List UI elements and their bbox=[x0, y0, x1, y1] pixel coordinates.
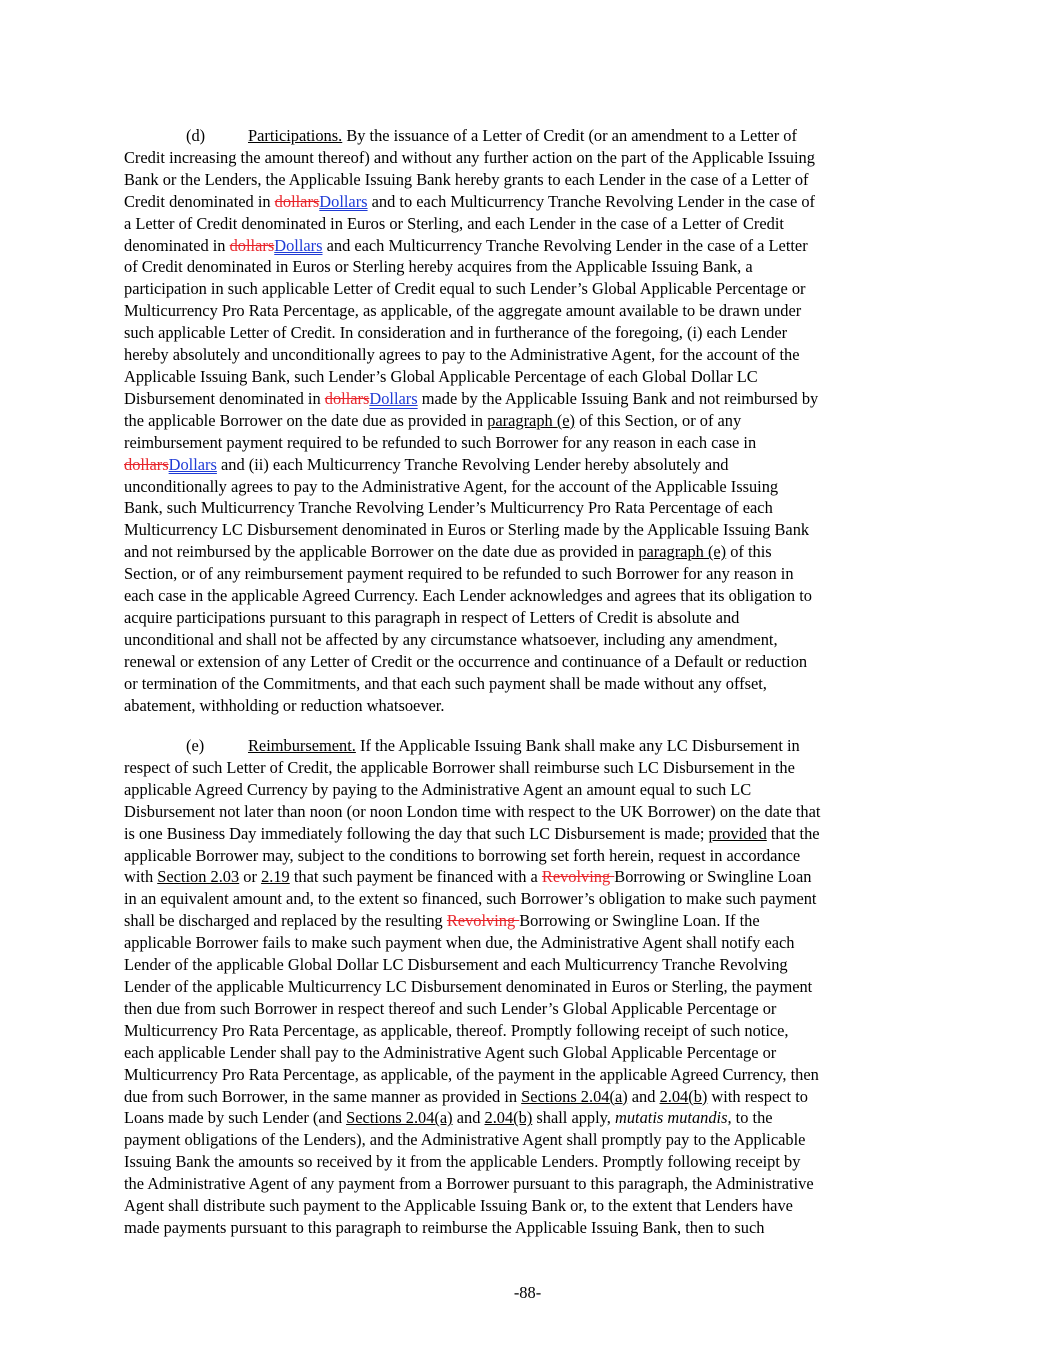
text-run: and bbox=[627, 1086, 660, 1106]
text-line bbox=[124, 998, 934, 1020]
text-run: of this Section, or of any bbox=[575, 410, 742, 430]
text-run: , to the bbox=[727, 1108, 773, 1128]
text-line bbox=[124, 278, 934, 300]
text-run: Multicurrency Pro Rata Percentage, as applicable, of the payment in the applicable Agreed Currency, then bbox=[124, 1064, 819, 1084]
paragraph-d-participations bbox=[124, 125, 934, 716]
text-run: Disbursement not later than noon (or noon London time with respect to the UK Borrower) on the date that bbox=[124, 801, 821, 821]
text-run: Credit increasing the amount thereof) and without any further action on the part of the Applicable Issuing bbox=[124, 147, 815, 167]
text-run: or termination of the Commitments, and that each such payment shall be made without any offset, bbox=[124, 673, 767, 693]
text-line bbox=[124, 256, 934, 278]
deleted-text: dollars bbox=[274, 191, 320, 211]
text-run: shall apply, bbox=[532, 1108, 615, 1128]
deleted-text: dollars bbox=[124, 454, 169, 474]
text-line bbox=[124, 322, 934, 344]
text-line bbox=[124, 519, 934, 541]
inserted-text: Dollars bbox=[274, 235, 323, 255]
text-run: of this bbox=[726, 542, 772, 562]
text-run: Borrowing or Swingline Loan. If the bbox=[519, 911, 760, 931]
text-line bbox=[124, 563, 934, 585]
text-run: is one Business Day immediately following the day that such LC Disbursement is made; bbox=[124, 823, 709, 843]
text-run: and bbox=[452, 1108, 485, 1128]
cross-reference: 2.04(b) bbox=[659, 1086, 708, 1106]
cross-reference: paragraph (e) bbox=[487, 410, 576, 430]
text-run: participation in such applicable Letter of Credit equal to such Lender’s Global Applicable Percentage or bbox=[124, 279, 806, 299]
text-run: that the bbox=[766, 823, 820, 843]
text-run: in an equivalent amount and, to the extent so financed, such Borrower’s obligation to make such payment bbox=[124, 889, 817, 909]
text-line bbox=[124, 585, 934, 607]
text-line bbox=[124, 1107, 934, 1129]
text-line bbox=[124, 823, 934, 845]
text-run: Applicable Issuing Bank, such Lender’s Global Applicable Percentage of each Global Dollar LC bbox=[124, 366, 758, 386]
text-run: Lender of the applicable Multicurrency LC Disbursement denominated in Euros or Sterling, the payment bbox=[124, 976, 813, 996]
text-line bbox=[124, 1151, 934, 1173]
text-run: Disbursement denominated in bbox=[124, 388, 325, 408]
text-run: made by the Applicable Issuing Bank and not reimbursed by bbox=[417, 388, 819, 408]
text-line bbox=[124, 866, 934, 888]
text-run: and (ii) each Multicurrency Tranche Revolving Lender hereby absolutely and bbox=[216, 454, 729, 474]
text-run: each case in the applicable Agreed Currency. Each Lender acknowledges and agrees that its obligation to bbox=[124, 586, 812, 606]
paragraph-heading: Participations. bbox=[248, 126, 343, 145]
text-run: or bbox=[239, 867, 262, 887]
text-line bbox=[124, 673, 934, 695]
text-run: respect of such Letter of Credit, the applicable Borrower shall reimburse such LC Disbursement in the bbox=[124, 757, 795, 777]
text-run: due from such Borrower, in the same manner as provided in bbox=[124, 1086, 522, 1106]
text-run: applicable Borrower may, subject to the conditions to borrowing set forth herein, request in accordance bbox=[124, 845, 801, 865]
text-line bbox=[124, 1020, 934, 1042]
text-run: with respect to bbox=[707, 1086, 808, 1106]
inserted-text: Dollars bbox=[369, 388, 418, 408]
text-run: the Administrative Agent of any payment from a Borrower pursuant to this paragraph, the Administrative bbox=[124, 1174, 814, 1194]
deleted-text: Revolving bbox=[541, 867, 615, 887]
text-run: Agent shall distribute such payment to the Applicable Issuing Bank or, to the extent that Lenders have bbox=[124, 1196, 793, 1216]
italic-text: mutatis mutandis bbox=[615, 1108, 728, 1128]
text-line bbox=[124, 607, 934, 629]
deleted-text: dollars bbox=[324, 388, 370, 408]
text-line bbox=[124, 147, 934, 169]
text-line bbox=[124, 757, 934, 779]
text-line bbox=[124, 388, 934, 410]
deleted-text: Revolving bbox=[446, 911, 520, 931]
text-run: of Credit denominated in Euros or Sterling hereby acquires from the Applicable Issuing Bank, a bbox=[124, 257, 753, 277]
text-line bbox=[124, 910, 934, 932]
text-run: with bbox=[124, 867, 158, 887]
text-run: applicable Agreed Currency by paying to the Administrative Agent an amount equal to such LC bbox=[124, 779, 752, 799]
cross-reference: 2.19 bbox=[261, 867, 290, 887]
text-run: If the Applicable Issuing Bank shall make any LC Disbursement in bbox=[355, 736, 800, 755]
text-run: and not reimbursed by the applicable Borrower on the date due as provided in bbox=[124, 542, 639, 562]
text-line bbox=[124, 191, 934, 213]
text-run: payment obligations of the Lenders), and the Administrative Agent shall promptly pay to the Applicable bbox=[124, 1130, 806, 1150]
text-run: each applicable Lender shall pay to the Administrative Agent such Global Applicable Percentage or bbox=[124, 1042, 777, 1062]
text-run: Credit denominated in bbox=[124, 191, 275, 211]
text-line bbox=[124, 888, 934, 910]
text-run: unconditionally agrees to pay to the Administrative Agent, for the account of the Applicable Issuing bbox=[124, 476, 779, 496]
text-run: then due from such Borrower in respect thereof and such Lender’s Global Applicable Percentage or bbox=[124, 998, 777, 1018]
text-line bbox=[124, 1129, 934, 1151]
cross-reference: Sections 2.04(a) bbox=[346, 1108, 453, 1128]
page-number: -88- bbox=[513, 1283, 542, 1302]
text-line bbox=[124, 1173, 934, 1195]
text-run: Multicurrency Pro Rata Percentage, as applicable, of the aggregate amount available to be drawn under bbox=[124, 301, 802, 321]
text-run: and to each Multicurrency Tranche Revolving Lender in the case of bbox=[367, 191, 815, 211]
text-run: Multicurrency Pro Rata Percentage, as applicable, thereof. Promptly following receipt of such notice, bbox=[124, 1020, 789, 1040]
text-run: Loans made by such Lender (and bbox=[124, 1108, 347, 1128]
paragraph-e-reimbursement bbox=[124, 735, 934, 1239]
text-run: By the issuance of a Letter of Credit (or an amendment to a Letter of bbox=[342, 126, 797, 145]
text-run: Issuing Bank the amounts so received by it from the applicable Lenders. Promptly following receipt by bbox=[124, 1152, 801, 1172]
text-line bbox=[124, 476, 934, 498]
text-run: a Letter of Credit denominated in Euros or Sterling, and each Lender in the case of a Letter of Credit bbox=[124, 213, 784, 233]
text-run: that such payment be financed with a bbox=[289, 867, 542, 887]
text-run: Bank, such Multicurrency Tranche Revolving Lender’s Multicurrency Pro Rata Percentage of each bbox=[124, 498, 773, 518]
text-line bbox=[124, 497, 934, 519]
text-line bbox=[124, 235, 934, 257]
text-line bbox=[124, 629, 934, 651]
inserted-text: Dollars bbox=[319, 191, 368, 211]
text-run: abatement, withholding or reduction whatsoever. bbox=[124, 695, 445, 715]
text-run: denominated in bbox=[124, 235, 230, 255]
text-line bbox=[124, 300, 934, 322]
text-line bbox=[124, 454, 934, 476]
cross-reference: provided bbox=[708, 823, 767, 843]
cross-reference: Sections 2.04(a) bbox=[521, 1086, 628, 1106]
text-line bbox=[124, 344, 934, 366]
text-line bbox=[124, 213, 934, 235]
text-run: Section, or of any reimbursement payment required to be refunded to such Borrower for any reason in bbox=[124, 564, 794, 584]
text-run: shall be discharged and replaced by the resulting bbox=[124, 911, 447, 931]
text-line bbox=[124, 695, 934, 717]
text-line bbox=[124, 432, 934, 454]
text-run: Lender of the applicable Global Dollar LC Disbursement and each Multicurrency Tranche Revolving bbox=[124, 955, 788, 975]
text-line bbox=[124, 779, 934, 801]
text-line bbox=[124, 1086, 934, 1108]
text-run: renewal or extension of any Letter of Credit or the occurrence and continuance of a Default or reduction bbox=[124, 651, 808, 671]
text-line bbox=[124, 410, 934, 432]
text-line bbox=[124, 1195, 934, 1217]
cross-reference: paragraph (e) bbox=[638, 542, 727, 562]
text-run: and each Multicurrency Tranche Revolving Lender in the case of a Letter bbox=[322, 235, 808, 255]
text-line bbox=[124, 845, 934, 867]
text-run: made payments pursuant to this paragraph to reimburse the Applicable Issuing Bank, then to such bbox=[124, 1217, 765, 1237]
text-line bbox=[124, 366, 934, 388]
text-run: applicable Borrower fails to make such payment when due, the Administrative Agent shall notify each bbox=[124, 933, 795, 953]
text-run: acquire participations pursuant to this paragraph in respect of Letters of Credit is absolute and bbox=[124, 607, 740, 627]
text-run: hereby absolutely and unconditionally agrees to pay to the Administrative Agent, for the account of the bbox=[124, 345, 800, 365]
text-run: Bank or the Lenders, the Applicable Issuing Bank hereby grants to each Lender in the case of a Letter of bbox=[124, 169, 809, 189]
cross-reference: Section 2.03 bbox=[157, 867, 240, 887]
text-line bbox=[124, 1217, 934, 1239]
text-line bbox=[124, 801, 934, 823]
text-run: the applicable Borrower on the date due as provided in bbox=[124, 410, 488, 430]
text-line bbox=[124, 169, 934, 191]
text-line bbox=[124, 976, 934, 998]
text-run: Multicurrency LC Disbursement denominated in Euros or Sterling made by the Applicable Issuing Bank bbox=[124, 520, 810, 540]
text-line bbox=[124, 735, 934, 757]
inserted-text: Dollars bbox=[168, 454, 217, 474]
text-run: reimbursement payment required to be refunded to such Borrower for any reason in each case in bbox=[124, 432, 757, 452]
text-line bbox=[124, 1064, 934, 1086]
text-line bbox=[124, 1042, 934, 1064]
text-line bbox=[124, 651, 934, 673]
text-run: unconditional and shall not be affected by any circumstance whatsoever, including any amendment, bbox=[124, 629, 778, 649]
cross-reference: 2.04(b) bbox=[484, 1108, 533, 1128]
text-line bbox=[124, 954, 934, 976]
text-line bbox=[124, 932, 934, 954]
text-run: such applicable Letter of Credit. In consideration and in furtherance of the foregoing, (i) each Lender bbox=[124, 323, 788, 343]
text-line bbox=[124, 125, 934, 147]
paragraph-label: (e) bbox=[186, 736, 205, 755]
text-run: Borrowing or Swingline Loan bbox=[614, 867, 812, 887]
text-line bbox=[124, 541, 934, 563]
paragraph-heading: Reimbursement. bbox=[248, 736, 356, 755]
paragraph-label: (d) bbox=[186, 126, 206, 145]
deleted-text: dollars bbox=[229, 235, 275, 255]
